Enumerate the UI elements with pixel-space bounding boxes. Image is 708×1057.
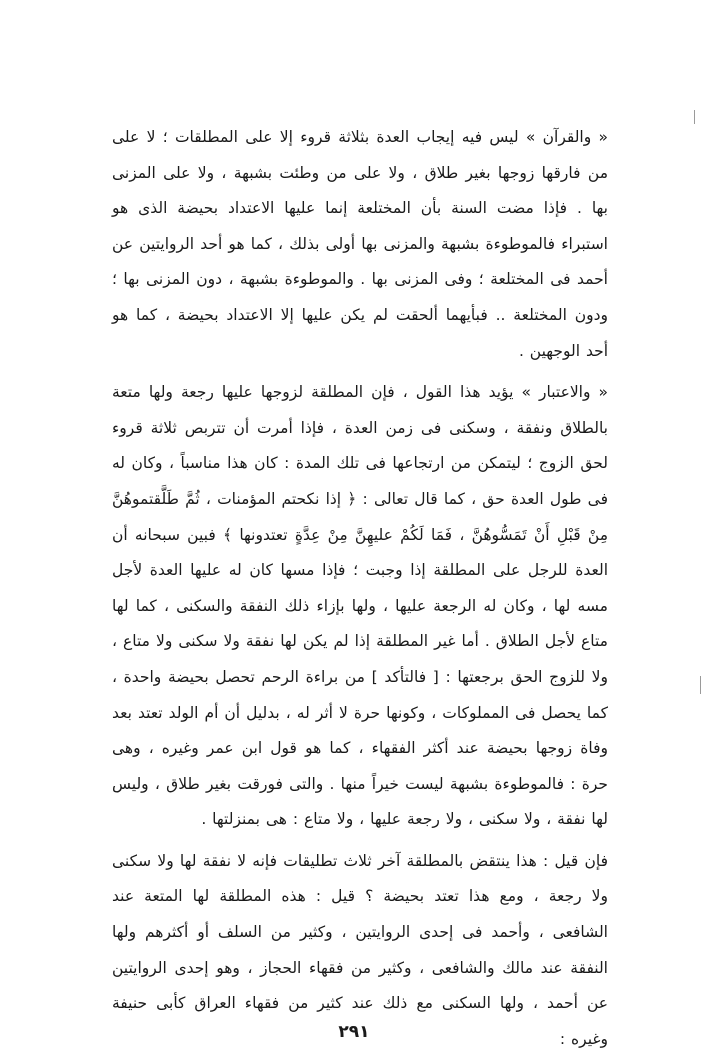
scan-mark-right bbox=[694, 110, 695, 124]
body-text bbox=[112, 120, 608, 1057]
paragraph-quran: « والقرآن » ليس فيه إيجاب العدة بثلاثة قروء إلا على المطلقات ؛ لا على من فارقها زوجها بغير طلاق ، ولا على من وطئت بشبهة ، ولا على المزنى بها . فإذا مضت السنة بأن المختلعة إنما عليها الاعتداد بحيضة الذى هو استبراء فالموطوءة بشبهة والمزنى بها أولى بذلك ، كما هو أحد الروايتين عن أحمد فى المختلعة ؛ وفى المزنى بها . والموطوءة بشبهة ، دون المزنى بها ؛ ودون المختلعة .. فبأيهما ألحقت لم يكن عليها إلا الاعتداد بحيضة ، كما هو أحد الوجهين . bbox=[112, 128, 608, 360]
page-number: ٢٩١ bbox=[338, 1022, 370, 1042]
paragraph-itibar: « والاعتبار » يؤيد هذا القول ، فإن المطلقة لزوجها عليها رجعة ولها متعة بالطلاق ونفقة ، وسكنى فى زمن العدة ، فإذا أمرت أن تتربص ثلاثة قروء لحق الزوج ؛ ليتمكن من ارتجاعها فى تلك المدة : كان هذا مناسباً ، وكان له فى طول العدة حق ، كما قال تعالى : ﴿ إذا نكحتم المؤمنات ، ثُمَّ طَلَّقتموهُنَّ مِنْ قَبْلِ أَنْ تَمَسُّوهُنَّ ، فَمَا لَكُمْ عليهِنَّ مِنْ عِدَّةٍ تعتدونها ﴾ فبين سبحانه أن العدة للرجل على المطلقة إذا وجبت ؛ فإذا مسها كان له عليها العدة لأجل مسه لها ، وكان له الرجعة عليها ، ولها بإزاء ذلك النفقة والسكنى ، كما لها متاع لأجل الطلاق . أما غير المطلقة إذا لم يكن لها نفقة ولا سكنى ولا متاع ، ولا للزوج الحق برجعتها : [ فالتأكد ] من براءة الرحم تحصل بحيضة واحدة ، كما يحصل فى المملوكات ، وكونها حرة لا أثر له ، بدليل أن أم الولد تعتد بعد وفاة زوجها بحيضة عند أكثر الفقهاء ، كما هو قول ابن عمر وغيره ، وهى حرة : فالموطوءة بشبهة ليست خيراً منها . والتى فورقت بغير طلاق ، وليس لها نفقة ، ولا سكنى ، ولا رجعة عليها ، ولا متاع : هى بمنزلتها . bbox=[112, 383, 608, 829]
scan-mark-right-lower bbox=[700, 676, 701, 694]
paragraph-objection: فإن قيل : هذا ينتقض بالمطلقة آخر ثلاث تطليقات فإنه لا نفقة لها ولا سكنى ولا رجعة ، ومع هذا تعتد بحيضة ؟ قيل : هذه المطلقة لها المتعة عند الشافعى ، وأحمد فى إحدى الروايتين ، وكثير من السلف أو أكثرهم ولها النفقة عند مالك والشافعى ، وكثير من فقهاء الحجاز ، وهو إحدى الروايتين عن أحمد ، ولها السكنى مع ذلك عند كثير من فقهاء العراق كأبى حنيفة وغيره : bbox=[112, 851, 608, 1048]
